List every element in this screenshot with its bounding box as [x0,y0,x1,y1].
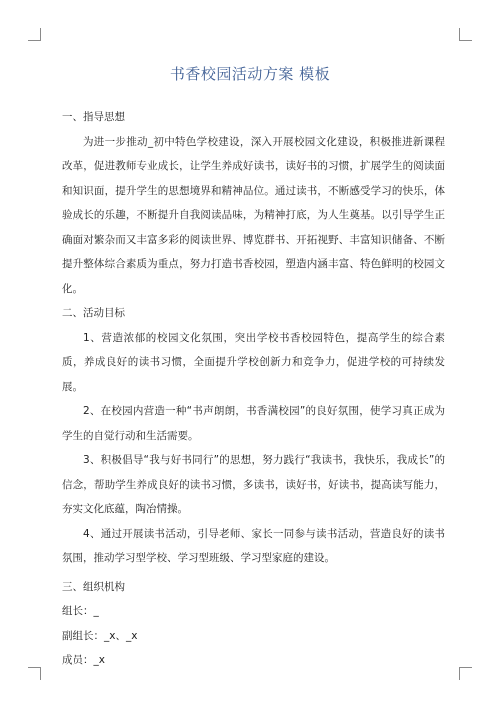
org-leader-field: 组长：_ [62,605,99,617]
goal-item-1: 1、营造浓郁的校园文化氛围，突出学校书香校园特色，提高学生的综合素质，养成良好的读书习惯，全面提升学校创新力和竞争力，促进学校的可持续发展。 [62,331,445,393]
crop-mark-bottom-left [28,667,41,680]
goal-item-3: 3、积极倡导“我与好书同行”的思想，努力践行“我读书，我快乐，我成长”的信念，帮助学生养成良好的读书习惯，多读书，读好书，好读书，提高读写能力，夯实文化底蕴，陶冶情操。 [62,454,445,515]
section-heading-guiding-ideology: 一、指导思想 [62,111,125,123]
crop-mark-top-left [28,28,41,41]
crop-mark-top-right [459,28,472,41]
org-member-field: 成员：_x [62,654,105,666]
document-body [62,105,445,673]
org-deputy-field: 副组长：_x、_x [62,629,138,642]
goal-item-2: 2、在校园内营造一种“书声朗朗，书香满校园”的良好氛围，使学习真正成为学生的自觉行动和生活需要。 [62,405,445,442]
section-heading-activity-goals: 二、活动目标 [62,307,125,319]
document-title: 书香校园活动方案 模板 [169,65,331,83]
section-paragraph-guiding-ideology: 为进一步推动_初中特色学校建设，深入开展校园文化建设，积极推进新课程改革，促进教师专业成长，让学生养成好读书，读好书的习惯，扩展学生的阅读面和知识面，提升学生的思想境界和精神品位。通过读书，不断感受学习的快乐，体验成长的乐趣，不断提升自我阅读品味，为精神打底，为人生奠基。以引导学生正确面对繁杂而又丰富多彩的阅读世界、博览群书、开拓视野、丰富知识储备、不断提升整体综合素质为重点，努力打造书香校园，塑造内涵丰富、特色鲜明的校园文化。 [62,135,445,295]
crop-mark-bottom-right [459,667,472,680]
section-heading-organization: 三、组织机构 [62,580,125,593]
goal-item-4: 4、通过开展读书活动，引导老师、家长一同参与读书活动，营造良好的读书氛围，推动学习型学校、学习型班级、学习型家庭的建设。 [62,527,445,564]
